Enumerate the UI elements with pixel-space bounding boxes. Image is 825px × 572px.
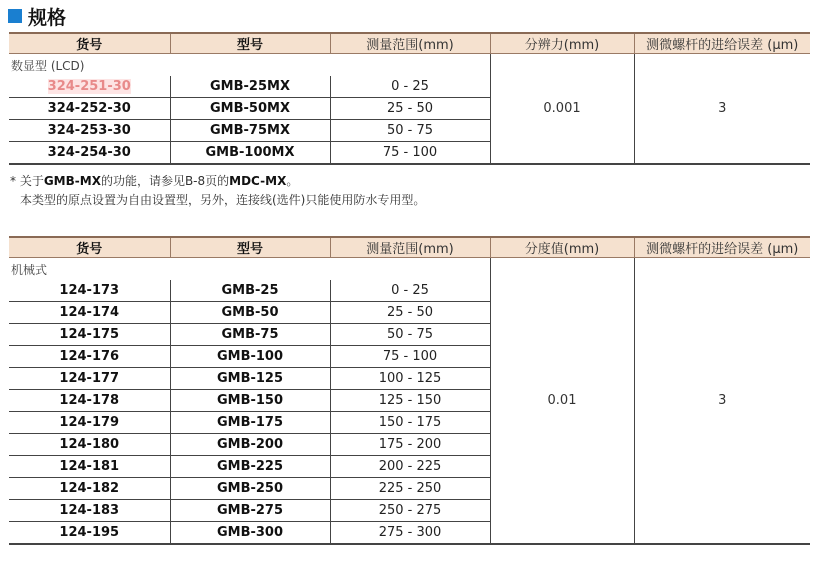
note-line-1: [10, 172, 298, 189]
feed-error-value: 3: [634, 54, 810, 165]
table-header-row: [9, 237, 810, 258]
model-name: GMB-100: [170, 346, 330, 368]
note-bold-ref: MDC-MX: [229, 174, 287, 188]
table-header-row: [9, 33, 810, 54]
product-code: 124-179: [9, 412, 170, 434]
spec-table-digital: [9, 32, 810, 165]
product-code[interactable]: [9, 76, 170, 98]
measuring-range: 100 - 125: [330, 368, 490, 390]
header-feed-error: 测微螺杆的进给误差 (μm): [634, 237, 810, 258]
measuring-range: 50 - 75: [330, 324, 490, 346]
measuring-range: 275 - 300: [330, 522, 490, 545]
product-code: 124-182: [9, 478, 170, 500]
note-bold-model: GMB-MX: [43, 174, 101, 188]
note-text: 的功能，请参见B-8页的: [100, 174, 230, 188]
model-name: GMB-25: [170, 280, 330, 302]
model-name: GMB-275: [170, 500, 330, 522]
measuring-range: 25 - 50: [330, 98, 490, 120]
product-code: 124-174: [9, 302, 170, 324]
group-label: 机械式: [11, 262, 48, 277]
resolution-value: 0.001: [490, 54, 634, 165]
header-model: 型号: [170, 33, 330, 54]
product-code: 124-181: [9, 456, 170, 478]
model-name: GMB-225: [170, 456, 330, 478]
model-name: GMB-25MX: [170, 76, 330, 98]
header-graduation: 分度值(mm): [490, 237, 634, 258]
note-line-2: 本类型的原点设置为自由设置型，另外，连接线(选件)只能使用防水专用型。: [20, 193, 426, 207]
measuring-range: 0 - 25: [330, 280, 490, 302]
product-code: 124-178: [9, 390, 170, 412]
measuring-range: 250 - 275: [330, 500, 490, 522]
header-range: 测量范围(mm): [330, 33, 490, 54]
feed-error-value: 3: [634, 258, 810, 545]
product-code: 324-254-30: [9, 142, 170, 165]
product-code: 324-252-30: [9, 98, 170, 120]
measuring-range: 175 - 200: [330, 434, 490, 456]
model-name: GMB-175: [170, 412, 330, 434]
section-title: [8, 4, 66, 28]
note-text: * 关于: [10, 174, 44, 188]
header-code: 货号: [9, 33, 170, 54]
header-model: 型号: [170, 237, 330, 258]
header-feed-error: 测微螺杆的进给误差 (μm): [634, 33, 810, 54]
model-name: GMB-200: [170, 434, 330, 456]
product-code: 124-176: [9, 346, 170, 368]
title-square-icon: [8, 9, 22, 23]
model-name: GMB-125: [170, 368, 330, 390]
measuring-range: 0 - 25: [330, 76, 490, 98]
measuring-range: 75 - 100: [330, 142, 490, 165]
product-code: 124-195: [9, 522, 170, 545]
measuring-range: 150 - 175: [330, 412, 490, 434]
header-code: 货号: [9, 237, 170, 258]
section-title-text: 规格: [28, 6, 67, 29]
model-name: GMB-100MX: [170, 142, 330, 165]
product-code: 124-173: [9, 280, 170, 302]
group-label: 数显型 (LCD): [11, 58, 85, 73]
note-text: 。: [286, 174, 299, 188]
product-code: 124-180: [9, 434, 170, 456]
model-name: GMB-50MX: [170, 98, 330, 120]
product-code: 124-177: [9, 368, 170, 390]
measuring-range: 75 - 100: [330, 346, 490, 368]
product-code: 124-175: [9, 324, 170, 346]
group-row: [9, 54, 810, 77]
graduation-value: 0.01: [490, 258, 634, 545]
product-code: 124-183: [9, 500, 170, 522]
group-row: [9, 258, 810, 281]
header-range: 测量范围(mm): [330, 237, 490, 258]
model-name: GMB-50: [170, 302, 330, 324]
model-name: GMB-150: [170, 390, 330, 412]
measuring-range: 50 - 75: [330, 120, 490, 142]
measuring-range: 225 - 250: [330, 478, 490, 500]
measuring-range: 200 - 225: [330, 456, 490, 478]
model-name: GMB-75MX: [170, 120, 330, 142]
product-code: 324-253-30: [9, 120, 170, 142]
model-name: GMB-250: [170, 478, 330, 500]
model-name: GMB-300: [170, 522, 330, 545]
measuring-range: 25 - 50: [330, 302, 490, 324]
model-name: GMB-75: [170, 324, 330, 346]
measuring-range: 125 - 150: [330, 390, 490, 412]
spec-table-mechanical: [9, 236, 810, 545]
highlighted-code[interactable]: 324-251-30: [47, 79, 131, 94]
header-resolution: 分辨力(mm): [490, 33, 634, 54]
